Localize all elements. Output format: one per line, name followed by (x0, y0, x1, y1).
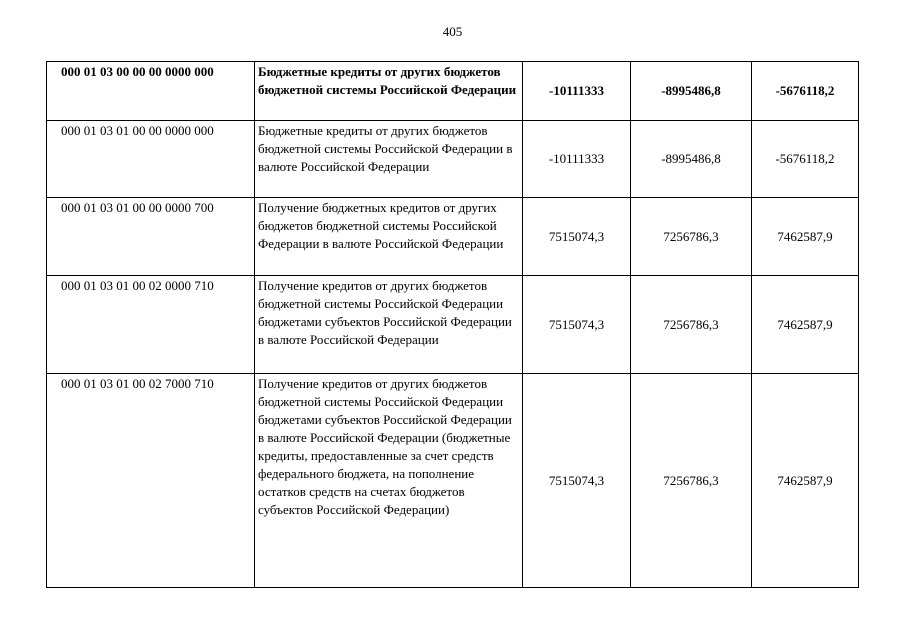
budget-code-cell: 000 01 03 01 00 00 0000 000 (47, 121, 255, 198)
value-year1-cell: 7515074,3 (523, 198, 631, 276)
table-row (47, 198, 859, 276)
value-year2-cell: 7256786,3 (631, 276, 752, 374)
value-year1-cell: -10111333 (523, 62, 631, 121)
value-year1-cell: 7515074,3 (523, 374, 631, 588)
budget-code-cell: 000 01 03 01 00 02 7000 710 (47, 374, 255, 588)
value-year3-cell: 7462587,9 (752, 276, 859, 374)
table-row (47, 374, 859, 588)
budget-credits-table (46, 61, 859, 588)
budget-name-cell: Получение кредитов от других бюджетов бюджетной системы Российской Федерации бюджетами субъектов Российской Федерации в валюте Российской Федерации (255, 276, 523, 374)
value-year3-cell: -5676118,2 (752, 121, 859, 198)
value-year2-cell: -8995486,8 (631, 62, 752, 121)
budget-name-cell: Бюджетные кредиты от других бюджетов бюджетной системы Российской Федерации (255, 62, 523, 121)
page-number: 405 (442, 24, 463, 39)
value-year3-cell: 7462587,9 (752, 374, 859, 588)
budget-name-cell: Получение кредитов от других бюджетов бюджетной системы Российской Федерации бюджетами субъектов Российской Федерации в валюте Российской Федерации (бюджетные кредиты, предоставленные за счет средств федерального бюджета, на пополнение остатков средств на счетах бюджетов субъектов Российской Федерации) (255, 374, 523, 588)
value-year1-cell: 7515074,3 (523, 276, 631, 374)
value-year1-cell: -10111333 (523, 121, 631, 198)
budget-name-cell: Получение бюджетных кредитов от других бюджетов бюджетной системы Российской Федерации в валюте Российской Федерации (255, 198, 523, 276)
budget-code-cell: 000 01 03 01 00 00 0000 700 (47, 198, 255, 276)
value-year2-cell: -8995486,8 (631, 121, 752, 198)
value-year2-cell: 7256786,3 (631, 374, 752, 588)
value-year3-cell: 7462587,9 (752, 198, 859, 276)
table-row (47, 276, 859, 374)
value-year3-cell: -5676118,2 (752, 62, 859, 121)
budget-code-cell: 000 01 03 00 00 00 0000 000 (47, 62, 255, 121)
budget-name-cell: Бюджетные кредиты от других бюджетов бюджетной системы Российской Федерации в валюте Российской Федерации (255, 121, 523, 198)
value-year2-cell: 7256786,3 (631, 198, 752, 276)
table-row (47, 121, 859, 198)
budget-code-cell: 000 01 03 01 00 02 0000 710 (47, 276, 255, 374)
table-row (47, 62, 859, 121)
